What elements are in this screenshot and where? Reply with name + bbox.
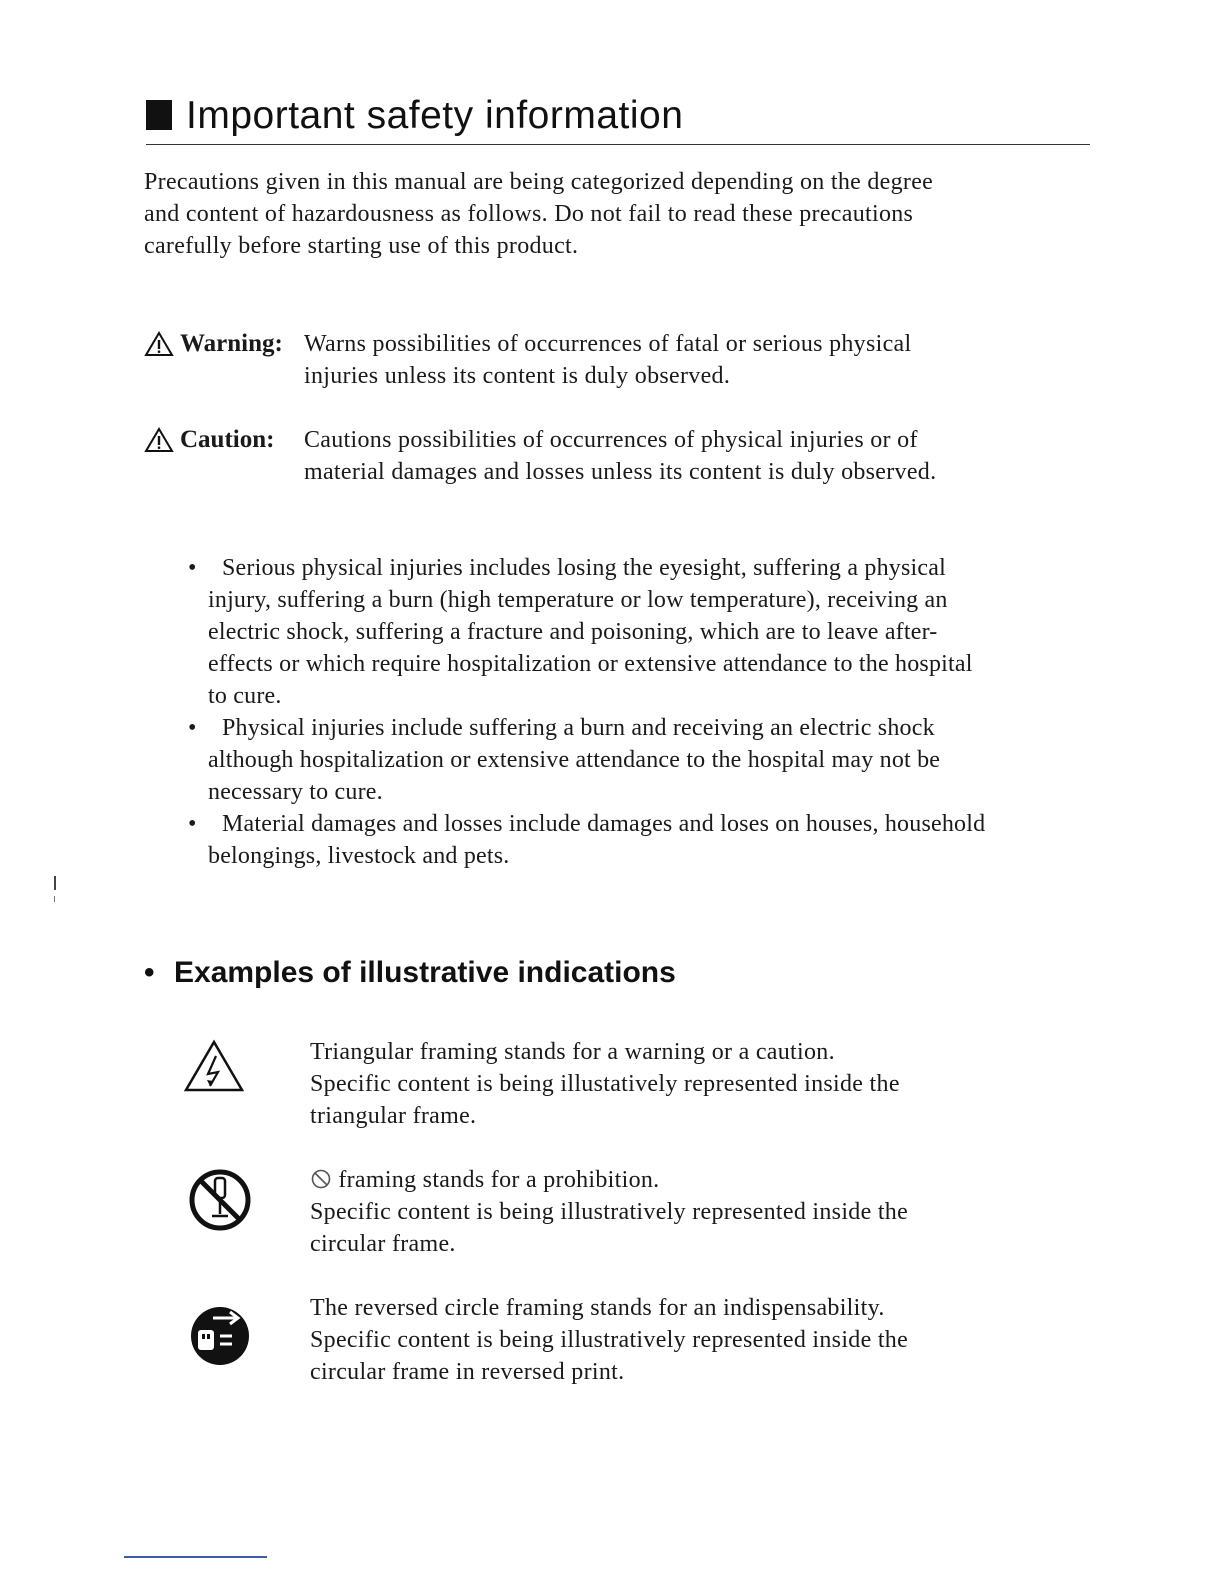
example-line [310,1164,1110,1196]
warning-label [144,328,283,360]
example-line: Specific content is being illustatively represented inside the [310,1071,900,1097]
bullet-icon: • [144,956,155,989]
note-line: injury, suffering a burn (high temperature or low temperature), receiving an [208,587,948,613]
intro-paragraph [144,166,1094,262]
footer-rule [124,1556,267,1558]
intro-line: and content of hazardousness as follows. Do not fail to read these precautions [144,201,914,227]
example-description [310,1164,1110,1260]
warning-label-text: Warning: [180,330,283,357]
notes-list [188,552,1148,872]
note-line: belongings, livestock and pets. [208,843,510,869]
list-item [188,712,1148,808]
unplug-mandatory-icon [180,1292,270,1372]
description-line: Warns possibilities of occurrences of fatal or serious physical [304,331,912,357]
description-line: material damages and losses unless its content is duly observed. [304,459,937,485]
examples-heading [144,956,676,990]
note-line: necessary to cure. [208,779,383,805]
example-line: The reversed circle framing stands for an indispensability. [310,1295,885,1321]
caution-label [144,424,274,456]
caution-label-text: Caution: [180,426,275,453]
bullet-icon: • [188,555,197,581]
note-line: Physical injuries include suffering a burn and receiving an electric shock [222,715,935,741]
example-line: circular frame. [310,1231,456,1257]
page-title: Important safety information [186,94,684,137]
black-square-icon [146,100,172,130]
warning-triangle-icon [144,331,174,357]
caution-triangle-icon [144,427,174,453]
example-description [310,1292,1110,1388]
example-line: Triangular framing stands for a warning or a caution. [310,1039,835,1065]
prohibition-symbol-icon [310,1168,332,1190]
examples-heading-text: Examples of illustrative indications [174,956,676,989]
note-line: electric shock, suffering a fracture and poisoning, which are to leave after- [208,619,938,645]
note-line: effects or which require hospitalization or extensive attendance to the hospital [208,651,973,677]
note-line: Material damages and losses include damages and loses on houses, household [222,811,986,837]
bullet-icon: • [188,715,197,741]
note-line: although hospitalization or extensive attendance to the hospital may not be [208,747,941,773]
list-item [188,552,1148,712]
description-line: Cautions possibilities of occurrences of physical injuries or of [304,427,918,453]
example-line-text: framing stands for a prohibition. [338,1167,660,1193]
note-line: to cure. [208,683,282,709]
example-line: Specific content is being illustratively represented inside the [310,1199,909,1225]
section-title-row [146,92,1090,145]
warning-description [304,328,1094,392]
intro-line: Precautions given in this manual are being categorized depending on the degree [144,169,934,195]
margin-mark [54,876,56,890]
list-item [188,808,1148,872]
description-line: injuries unless its content is duly observed. [304,363,731,389]
example-line: Specific content is being illustratively represented inside the [310,1327,909,1353]
prohibition-circle-icon [180,1164,270,1244]
caution-description [304,424,1094,488]
intro-line: carefully before starting use of this product. [144,233,579,259]
example-line: triangular frame. [310,1103,477,1129]
example-line: circular frame in reversed print. [310,1359,625,1385]
margin-mark [54,896,55,902]
example-description [310,1036,1110,1132]
note-line: Serious physical injuries includes losing the eyesight, suffering a physical [222,555,946,581]
electric-warning-triangle-icon [180,1036,270,1116]
bullet-icon: • [188,811,197,837]
